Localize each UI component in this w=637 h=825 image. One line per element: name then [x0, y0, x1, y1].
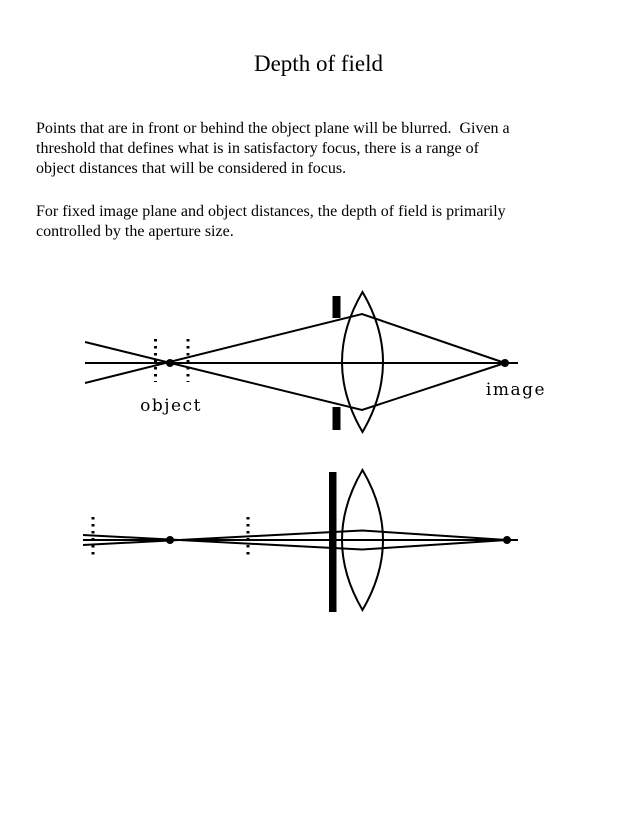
- aperture-top-bar: [333, 296, 341, 318]
- object-point-dot: [166, 536, 174, 544]
- diagram-small-aperture: [83, 470, 518, 612]
- paragraph-line: object distances that will be considered in focus.: [36, 160, 347, 177]
- paragraph-line: For fixed image plane and object distances, the depth of field is primarily: [36, 203, 506, 220]
- paragraph-line: controlled by the aperture size.: [36, 223, 234, 240]
- object-label: object: [140, 396, 202, 416]
- paragraph-line: Points that are in front or behind the object plane will be blurred. Given a: [36, 120, 510, 137]
- aperture-bar: [329, 472, 337, 612]
- page-title: Depth of field: [253, 51, 383, 76]
- image-label: image: [485, 380, 547, 400]
- image-point-dot: [501, 359, 509, 367]
- image-point-dot: [503, 536, 511, 544]
- diagram-large-aperture: [85, 292, 546, 432]
- marginal-ray-upper: [85, 314, 505, 383]
- aperture-bottom-bar: [333, 407, 341, 430]
- object-point-dot: [166, 359, 174, 367]
- paragraph-line: threshold that defines what is in satisfactory focus, there is a range of: [36, 140, 479, 157]
